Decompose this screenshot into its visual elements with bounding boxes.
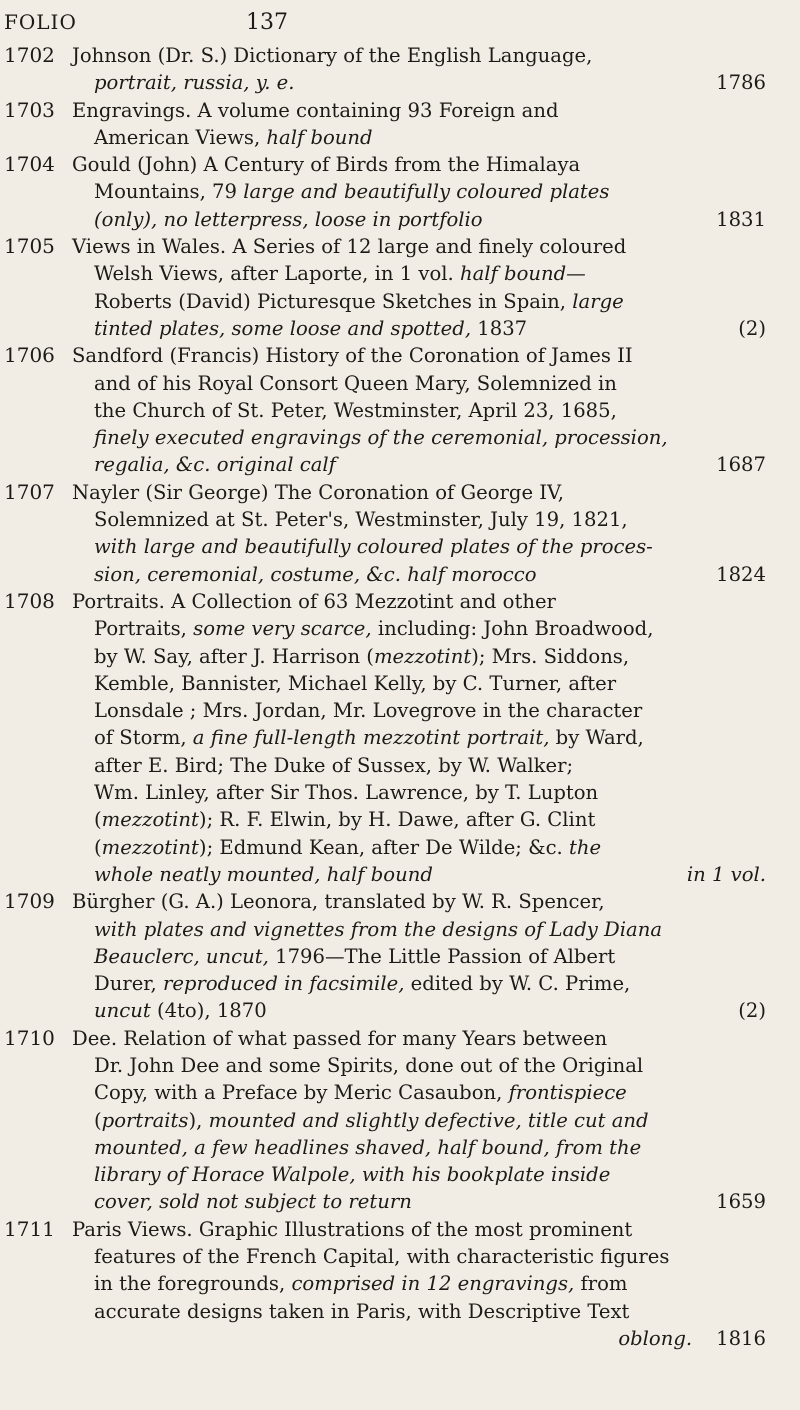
- lot-description-line: [72, 479, 766, 506]
- lot-text: Portraits,: [94, 617, 194, 641]
- lot-text-italic: sion, ceremonial, costume, &c. half morocco: [94, 562, 537, 586]
- lot-description-line: [72, 943, 766, 970]
- lot-description-line: [72, 643, 766, 670]
- lot-text: Bürgher (G. A.) Leonora, translated by W. R. Spencer,: [72, 890, 605, 914]
- lot-description-line: [72, 342, 766, 369]
- lot-text-italic: half bound—: [459, 262, 586, 286]
- lot-text: from: [574, 1272, 628, 1296]
- lot-text: 1837: [471, 316, 528, 340]
- lot-text: Engravings. A volume containing 93 Foreign and: [72, 98, 559, 122]
- lot-text-italic: portraits: [101, 1108, 189, 1132]
- lot-description-line: [72, 724, 766, 751]
- lot-date: 1816: [716, 1326, 766, 1350]
- lot-text: Dr. John Dee and some Spirits, done out of the Original: [94, 1053, 644, 1077]
- lot-description-line: [72, 42, 766, 69]
- lot-number: 1703: [4, 97, 55, 122]
- lot-text-italic: (only), no letterpress, loose in portfolio: [94, 207, 483, 231]
- lot-number: 1707: [4, 479, 55, 504]
- lot-date: (2): [738, 316, 766, 340]
- page-header: [4, 8, 800, 40]
- lot-description-line: [72, 970, 766, 997]
- lot-text: American Views,: [94, 125, 267, 149]
- lot-text-italic: whole neatly mounted, half bound: [94, 862, 433, 886]
- lot-date: 1824: [716, 562, 766, 586]
- lot-description-line: [72, 1243, 766, 1270]
- lot-text: (: [94, 808, 102, 832]
- lot-description-line: [72, 315, 766, 342]
- lot-list: [4, 42, 766, 1352]
- lot-entry: [4, 479, 766, 588]
- lot-number: 1702: [4, 43, 55, 67]
- lot-description-line: [72, 997, 766, 1024]
- lot-number: 1704: [4, 152, 55, 177]
- page-number: 137: [246, 10, 288, 35]
- lot-number: 1706: [4, 343, 55, 368]
- lot-date: (2): [738, 999, 766, 1023]
- lot-text: Dee. Relation of what passed for many Years between: [72, 1026, 608, 1050]
- lot-number: 1705: [4, 234, 55, 259]
- lot-text-italic: mounted and slightly defective, title cut and: [208, 1108, 649, 1132]
- lot-text-italic: mounted, a few headlines shaved, half bound, from the: [94, 1135, 642, 1159]
- lot-text: Welsh Views, after Laporte, in 1 vol.: [94, 262, 460, 286]
- lot-text-italic: half bound: [266, 125, 373, 149]
- lot-text-italic: with large and beautifully coloured plates of the proces-: [94, 535, 653, 559]
- lot-description-line: [72, 206, 766, 233]
- lot-description-line: [72, 151, 766, 178]
- lot-text: edited by W. C. Prime,: [404, 972, 631, 996]
- lot-description-line: [72, 1270, 766, 1297]
- lot-date: 1786: [716, 71, 766, 95]
- lot-description-line: [72, 806, 766, 833]
- lot-text: Durer,: [94, 972, 163, 996]
- lot-text-italic: the: [569, 835, 602, 859]
- lot-description-line: [72, 397, 766, 424]
- lot-date: in 1 vol.: [686, 862, 766, 886]
- lot-entry: [4, 888, 766, 1024]
- lot-text: the Church of St. Peter, Westminster, April 23, 1685,: [94, 398, 617, 422]
- lot-description-line: [72, 1216, 766, 1243]
- lot-date: 1659: [716, 1190, 766, 1214]
- folio-label: FOLIO: [4, 10, 77, 34]
- lot-text: features of the French Capital, with characteristic figures: [94, 1245, 670, 1269]
- lot-entry: [4, 342, 766, 478]
- lot-text: by W. Say, after J. Harrison (: [94, 644, 374, 668]
- lot-text-italic: cover, sold not subject to return: [94, 1190, 412, 1214]
- lot-text-italic: comprised in 12 engravings,: [291, 1272, 575, 1296]
- lot-description-line: [72, 533, 766, 560]
- lot-text: Views in Wales. A Series of 12 large and finely coloured: [72, 235, 627, 259]
- lot-entry: [4, 151, 766, 233]
- lot-text: 1796—The Little Passion of Albert: [268, 944, 616, 968]
- lot-entry: [4, 97, 766, 152]
- lot-description-line: [72, 1188, 766, 1215]
- lot-description-line: [72, 561, 766, 588]
- lot-text-italic: large and beautifully coloured plates: [243, 180, 610, 204]
- lot-text: Kemble, Bannister, Michael Kelly, by C. Turner, after: [94, 671, 617, 695]
- lot-description-line: [72, 861, 766, 888]
- lot-description-line: [72, 233, 766, 260]
- lot-description-line: [72, 1134, 766, 1161]
- lot-description-line: [72, 424, 766, 451]
- lot-description-line: [72, 916, 766, 943]
- lot-entry: [4, 588, 766, 888]
- lot-description-line: [72, 97, 766, 124]
- lot-number: 1708: [4, 588, 55, 613]
- lot-text-italic: mezzotint: [373, 644, 472, 668]
- lot-description-line: [72, 1079, 766, 1106]
- lot-description-line: [72, 1025, 766, 1052]
- lot-text: of Storm,: [94, 726, 193, 750]
- lot-number: 1711: [4, 1216, 55, 1241]
- lot-text-italic: large: [572, 289, 624, 313]
- lot-text-italic: library of Horace Walpole, with his bookplate inside: [94, 1163, 611, 1187]
- lot-text-italic: regalia, &c. original calf: [94, 453, 336, 477]
- lot-text-italic: uncut: [94, 999, 151, 1023]
- lot-text: ),: [188, 1108, 209, 1132]
- lot-text: accurate designs taken in Paris, with Descriptive Text: [94, 1299, 630, 1323]
- lot-text: ); R. F. Elwin, by H. Dawe, after G. Clint: [198, 808, 596, 832]
- lot-description-line: [72, 370, 766, 397]
- lot-description-line: [72, 888, 766, 915]
- lot-text: (: [94, 1108, 102, 1132]
- lot-text-italic: tinted plates, some loose and spotted,: [94, 316, 472, 340]
- lot-description-line: [72, 69, 766, 96]
- lot-description-line: [72, 834, 766, 861]
- lot-description-line: [72, 779, 766, 806]
- lot-text: Lonsdale ; Mrs. Jordan, Mr. Lovegrove in the character: [94, 699, 643, 723]
- lot-text: (4to), 1870: [150, 999, 267, 1023]
- lot-description-line: [72, 752, 766, 779]
- lot-description-line: [72, 451, 766, 478]
- lot-description-line: [72, 1052, 766, 1079]
- lot-description-line: [72, 615, 766, 642]
- lot-text-italic: with plates and vignettes from the designs of Lady Diana: [94, 917, 663, 941]
- lot-entry: [4, 42, 766, 97]
- lot-format: oblong.: [618, 1326, 693, 1350]
- lot-date: 1687: [716, 453, 766, 477]
- lot-text: Sandford (Francis) History of the Coronation of James II: [72, 344, 633, 368]
- lot-text: Mountains, 79: [94, 180, 244, 204]
- lot-text: Johnson (Dr. S.) Dictionary of the English Language,: [72, 44, 593, 67]
- lot-description-line: [72, 260, 766, 287]
- lot-text: Portraits. A Collection of 63 Mezzotint and other: [72, 589, 556, 613]
- lot-description-line: [72, 1325, 766, 1352]
- lot-number: 1710: [4, 1025, 55, 1050]
- lot-description-line: [72, 1298, 766, 1325]
- lot-text-italic: some very scarce,: [193, 617, 372, 641]
- lot-text: Copy, with a Preface by Meric Casaubon,: [94, 1081, 509, 1105]
- lot-text: Roberts (David) Picturesque Sketches in Spain,: [94, 289, 573, 313]
- lot-text-italic: reproduced in facsimile,: [162, 972, 405, 996]
- lot-date: 1831: [716, 207, 766, 231]
- lot-text: Solemnized at St. Peter's, Westminster, July 19, 1821,: [94, 508, 628, 532]
- lot-text-italic: finely executed engravings of the ceremonial, procession,: [94, 426, 668, 450]
- lot-description-line: [72, 588, 766, 615]
- lot-text-italic: Beauclerc, uncut,: [94, 944, 269, 968]
- lot-entry: [4, 1025, 766, 1216]
- lot-text: after E. Bird; The Duke of Sussex, by W. Walker;: [94, 753, 574, 777]
- lot-text: Gould (John) A Century of Birds from the Himalaya: [72, 153, 581, 177]
- lot-text-italic: frontispiece: [508, 1081, 627, 1105]
- lot-description-line: [72, 124, 766, 151]
- lot-text: by Ward,: [549, 726, 644, 750]
- lot-text-italic: a fine full-length mezzotint portrait,: [192, 726, 550, 750]
- lot-text: (: [94, 835, 102, 859]
- lot-text: Nayler (Sir George) The Coronation of George IV,: [72, 480, 564, 504]
- lot-text: in the foregrounds,: [94, 1272, 292, 1296]
- lot-text: Wm. Linley, after Sir Thos. Lawrence, by T. Lupton: [94, 781, 599, 805]
- lot-description-line: [72, 670, 766, 697]
- lot-text: and of his Royal Consort Queen Mary, Solemnized in: [94, 371, 617, 395]
- lot-text: ); Mrs. Siddons,: [471, 644, 630, 668]
- lot-text-italic: mezzotint: [101, 835, 199, 859]
- lot-number: 1709: [4, 889, 55, 914]
- lot-text: Paris Views. Graphic Illustrations of the most prominent: [72, 1217, 633, 1241]
- lot-description-line: [72, 506, 766, 533]
- lot-description-line: [72, 697, 766, 724]
- lot-description-line: [72, 288, 766, 315]
- lot-description-line: [72, 178, 766, 205]
- lot-text-italic: mezzotint: [101, 808, 199, 832]
- lot-entry: [4, 1216, 766, 1352]
- lot-entry: [4, 233, 766, 342]
- lot-description-line: [72, 1107, 766, 1134]
- lot-text: ); Edmund Kean, after De Wilde; &c.: [198, 835, 569, 859]
- lot-text-italic: portrait, russia, y. e.: [94, 71, 295, 95]
- lot-description-line: [72, 1161, 766, 1188]
- lot-text: including: John Broadwood,: [371, 617, 654, 641]
